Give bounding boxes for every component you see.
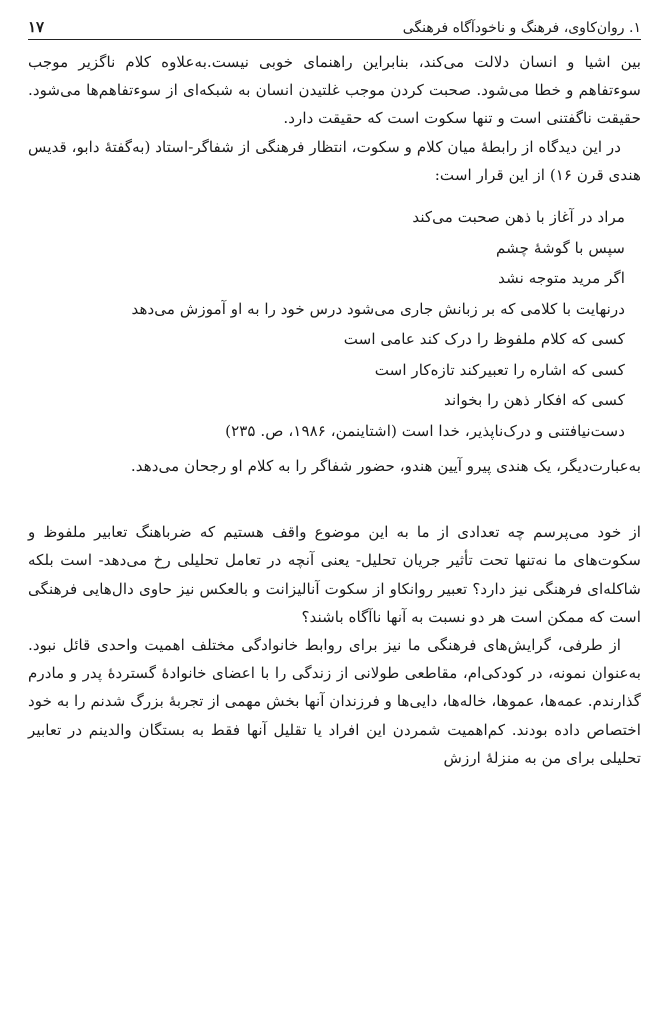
poem-line: کسی که افکار ذهن را بخواند bbox=[444, 391, 625, 410]
page-number: ۱۷ bbox=[28, 18, 45, 36]
poem-line: سپس با گوشهٔ چشم bbox=[496, 238, 625, 257]
paragraph-3: به‌عبارت‌دیگر، یک هندی پیرو آیین هندو، حضور شفاگر را به کلام او رجحان می‌دهد. bbox=[130, 457, 641, 476]
page-body bbox=[28, 48, 641, 772]
poem-line: درنهایت با کلامی که بر زبانش جاری می‌شود درس خود را به او آموزش می‌دهد bbox=[131, 299, 625, 318]
poem-line: دست‌نیافتنی و درک‌ناپذیر، خدا است (اشتاینمن، ۱۹۸۶، ص. ۲۳۵) bbox=[225, 421, 625, 440]
paragraph-1: بین اشیا و انسان دلالت می‌کند، بنابراین راهنمای خوبی نیست.به‌علاوه کلام ناگزیر موجب سوءتفاهم و خطا می‌شود. صحبت کردن موجب غلتیدن انسان به شبکه‌ای از سوءتفاهم‌ها می‌شود. حقیقت ناگفتنی است و تنها سکوت است که حقیقت دارد. bbox=[28, 53, 641, 128]
poem-line: کسی که کلام ملفوظ را درک کند عامی است bbox=[343, 330, 625, 349]
poem-line: اگر مرید متوجه نشد bbox=[498, 269, 625, 288]
poem-line: مراد در آغاز با ذهن صحبت می‌کند bbox=[412, 208, 625, 227]
running-header bbox=[28, 6, 641, 40]
paragraph-5: از طرفی، گرایش‌های فرهنگی ما نیز برای روابط خانوادگی مختلف اهمیت واحدی قائل نبود. به‌عنوان نمونه، در کودکی‌ام، مقاطعی طولانی از زندگی را با اعضای خانوادهٔ گستردهٔ پدر و مادرم گذارندم. عمه‌ها، عموها، خاله‌ها، دایی‌ها و فرزندان آنها بخش مهمی از تجربهٔ بزرگ شدنم را به خود اختصاص داده بودند. کم‌اهمیت شمردن این افراد یا تقلیل آنها فقط به بستگان والدینم در تعابیر تحلیلی برای من به منزلهٔ ارزش bbox=[28, 636, 641, 767]
paragraph-4: از خود می‌پرسم چه تعدادی از ما به این موضوع واقف هستیم که ضرباهنگ تعابیر ملفوظ و سکوت‌های ما نه‌تنها تحت تأثیر جریان تحلیل- یعنی آنچه در تعامل تحلیلی رخ می‌دهد- است بلکه شاکله‌ای فرهنگی نیز دارد؟ تعبیر روانکاو از سکوت آنالیزانت و بالعکس نیز حاوی دال‌هایی فرهنگی است که ممکن است هر دو نسبت به آنها ناآگاه باشند؟ bbox=[28, 523, 641, 626]
paragraph-2: در این دیدگاه از رابطهٔ میان کلام و سکوت، انتظار فرهنگی از شفاگر-استاد (به‌گفتهٔ دابو، قدیس هندی قرن ۱۶) از این قرار است: bbox=[28, 137, 641, 184]
poem-line: کسی که اشاره را تعبیرکند تازه‌کار است bbox=[374, 360, 625, 379]
chapter-title: ۱. روان‌کاوی، فرهنگ و ناخودآگاه فرهنگی bbox=[402, 20, 641, 36]
poem-quote bbox=[28, 202, 625, 446]
